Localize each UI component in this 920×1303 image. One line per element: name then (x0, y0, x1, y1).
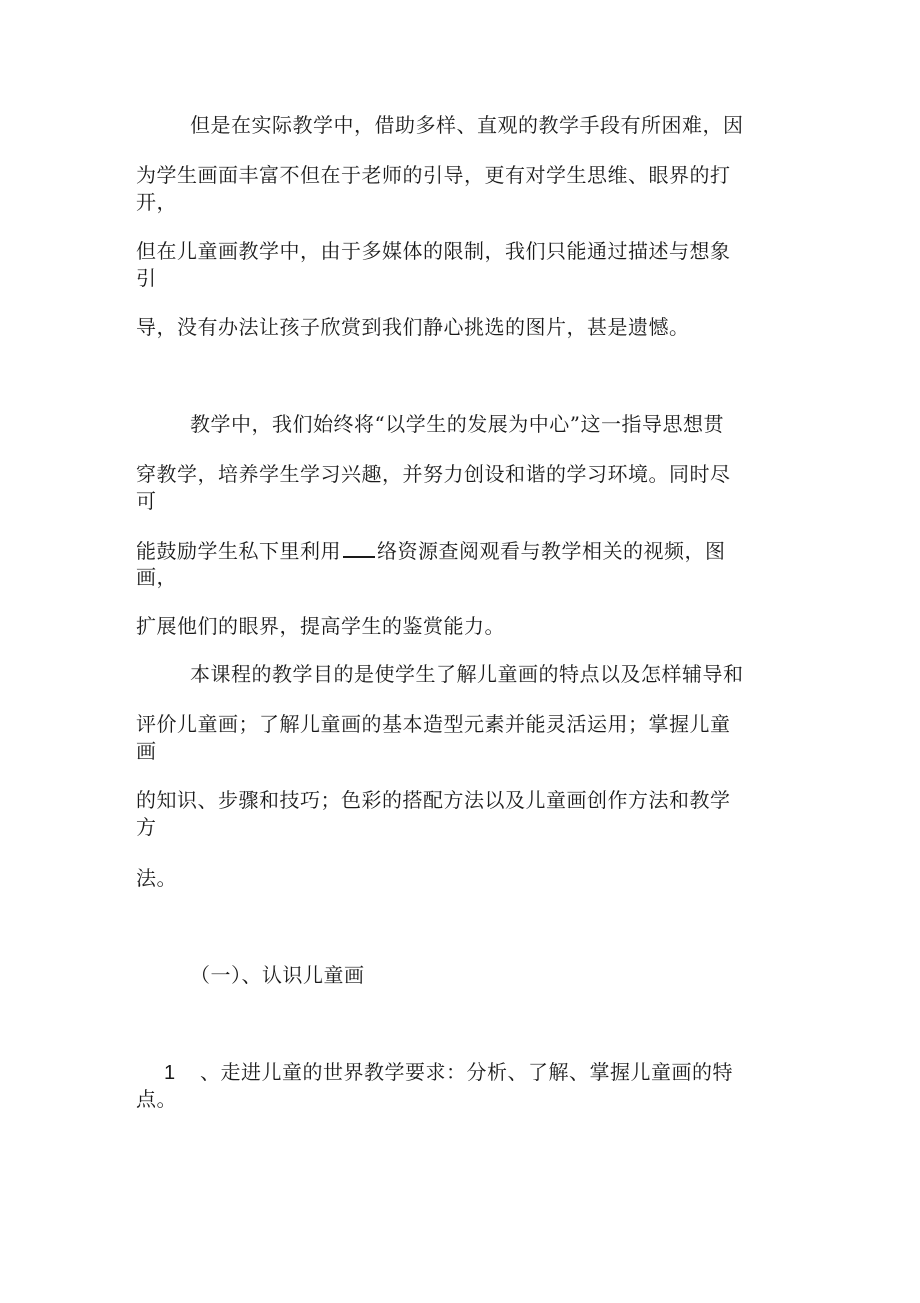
paragraph-2-line-1: 教学中，我们始终将“以学生的发展为中心”这一指导思想贯 (190, 412, 724, 436)
paragraph-1-line-5: 引 (136, 266, 157, 290)
paragraph-3-line-3: 画 (136, 739, 157, 763)
paragraph-1-line-3: 开， (136, 190, 177, 214)
paragraph-2-line-4-after: 络资源查阅观看与教学相关的视频，图 (377, 539, 726, 563)
paragraph-2-line-3: 可 (136, 489, 157, 513)
paragraph-1-line-6: 导，没有办法让孩子欣赏到我们静心挑选的图片，甚是遗憾。 (136, 315, 690, 339)
paragraph-2-line-2: 穿教学，培养学生学习兴趣，并努力创设和谐的学习环境。同时尽 (136, 462, 731, 486)
paragraph-1-line-1: 但是在实际教学中，借助多样、直观的教学手段有所困难，因 (190, 113, 744, 137)
item-1-text: 、走进儿童的世界教学要求：分析、了解、掌握儿童画的特 (200, 1060, 733, 1084)
paragraph-3-line-5: 方 (136, 815, 157, 839)
paragraph-2-line-4 (136, 538, 726, 563)
fill-in-blank (343, 538, 375, 558)
item-1-line (164, 1060, 733, 1085)
paragraph-2-line-5: 画， (136, 565, 177, 589)
item-1-number: 1 (164, 1062, 176, 1084)
paragraph-1-line-2: 为学生画面丰富不但在于老师的引导，更有对学生思维、眼界的打 (136, 163, 731, 187)
paragraph-3-line-6: 法。 (136, 866, 177, 890)
paragraph-2-line-4-before: 能鼓励学生私下里利用 (136, 539, 341, 563)
paragraph-3-line-1: 本课程的教学目的是使学生了解儿童画的特点以及怎样辅导和 (190, 662, 744, 686)
item-1-continuation: 点。 (136, 1087, 177, 1111)
paragraph-2-line-6: 扩展他们的眼界，提高学生的鉴赏能力。 (136, 614, 505, 638)
paragraph-1-line-4: 但在儿童画教学中，由于多媒体的限制，我们只能通过描述与想象 (136, 239, 731, 263)
paragraph-3-line-4: 的知识、步骤和技巧；色彩的搭配方法以及儿童画创作方法和教学 (136, 788, 731, 812)
section-heading: （一）、认识儿童画 (190, 963, 365, 987)
paragraph-3-line-2: 评价儿童画；了解儿童画的基本造型元素并能灵活运用；掌握儿童 (136, 712, 731, 736)
